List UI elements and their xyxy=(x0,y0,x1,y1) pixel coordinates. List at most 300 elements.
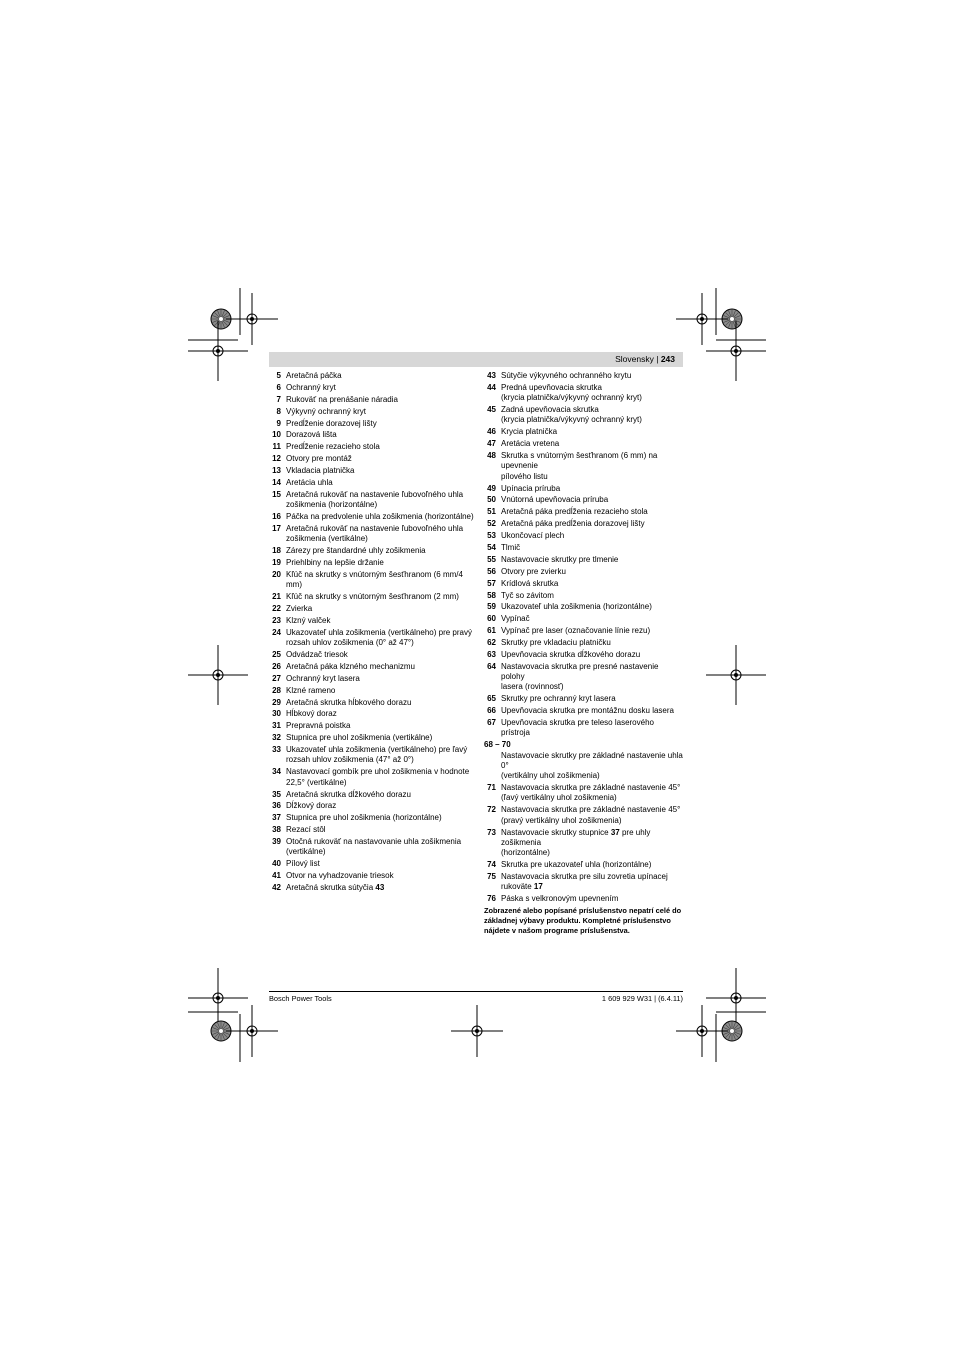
item-number: 39 xyxy=(272,837,281,847)
list-item xyxy=(484,602,684,612)
item-text: Otvory pre montáž xyxy=(286,454,352,464)
item-text: Skrutka s vnútorným šesťhranom (6 mm) na upevnenie pílového listu xyxy=(501,451,658,481)
item-number: 31 xyxy=(272,721,281,731)
list-item xyxy=(269,524,475,545)
list-item xyxy=(484,614,684,624)
list-item xyxy=(269,616,475,626)
item-number: 30 xyxy=(272,709,281,719)
item-number: 21 xyxy=(272,592,281,602)
list-item xyxy=(269,454,475,464)
item-label xyxy=(286,524,475,545)
footer-publisher: Bosch Power Tools xyxy=(269,994,332,1003)
list-item xyxy=(269,801,475,811)
item-text: Odvádzač triesok xyxy=(286,650,348,659)
item-label xyxy=(286,546,475,556)
item-label xyxy=(501,706,684,716)
item-label xyxy=(501,718,684,739)
item-text: Aretačná páčka xyxy=(286,371,342,380)
item-label xyxy=(286,419,475,429)
item-number: 50 xyxy=(487,495,496,505)
item-text: Klzný valček xyxy=(286,615,331,625)
list-item xyxy=(484,555,684,565)
item-label xyxy=(286,512,475,522)
list-item xyxy=(484,519,684,529)
item-label xyxy=(286,478,475,488)
item-label xyxy=(286,407,475,417)
item-text: Sútyčie výkyvného ochranného krytu xyxy=(501,371,632,380)
registration-dial-center xyxy=(219,1029,223,1033)
registration-cross-dot xyxy=(216,349,220,353)
item-label xyxy=(286,466,475,476)
item-text: Vypínač pre laser (označovanie línie rezu) xyxy=(501,626,651,636)
list-item xyxy=(269,419,475,429)
list-item xyxy=(269,825,475,835)
item-number: 44 xyxy=(487,382,496,392)
item-number: 59 xyxy=(487,602,496,612)
item-number: 29 xyxy=(272,697,281,707)
item-text: Rezací stôl xyxy=(286,825,326,835)
item-text: Hĺbkový doraz xyxy=(286,709,337,719)
item-number: 35 xyxy=(272,789,281,799)
item-number: 14 xyxy=(272,478,281,488)
item-number: 64 xyxy=(487,661,496,671)
item-text: Predná upevňovacia skrutka (krycia platnička/výkyvný ochranný kryt) xyxy=(501,382,642,403)
item-number: 19 xyxy=(272,558,281,568)
item-text: Stupnica pre uhol zošikmenia (vertikálne) xyxy=(286,733,433,743)
item-text: Ochranný kryt lasera xyxy=(286,673,360,683)
item-label xyxy=(501,694,684,704)
item-number: 71 xyxy=(487,783,496,793)
item-number: 7 xyxy=(276,394,281,404)
item-label xyxy=(286,698,475,708)
list-item xyxy=(484,371,684,381)
item-label xyxy=(501,805,684,826)
registration-cross-dot xyxy=(700,317,704,321)
item-text: Otvor na vyhadzovanie triesok xyxy=(286,871,394,881)
item-label xyxy=(501,751,684,782)
list-item xyxy=(484,626,684,636)
item-text: Dĺžkový doraz xyxy=(286,801,337,811)
item-number: 32 xyxy=(272,733,281,743)
item-label xyxy=(286,790,475,800)
item-text: Otočná rukoväť na nastavovanie uhla zošikmenia (vertikálne) xyxy=(286,837,462,857)
item-reference: 17 xyxy=(533,882,543,892)
item-number: 72 xyxy=(487,805,496,815)
item-number: 75 xyxy=(487,871,496,881)
item-text: Krycia platnička xyxy=(501,427,558,437)
registration-cross-dot xyxy=(475,1029,479,1033)
item-text: Aretácia uhla xyxy=(286,478,333,488)
item-label xyxy=(501,828,684,859)
list-item xyxy=(269,733,475,743)
list-item xyxy=(484,894,684,904)
item-number: 12 xyxy=(272,454,281,464)
item-label xyxy=(286,616,475,626)
item-text: Aretačná skrutka hĺbkového dorazu xyxy=(286,697,412,707)
item-text: Upevňovacia skrutka pre teleso laserového prístroja xyxy=(501,718,654,738)
item-text: Vypínač xyxy=(501,614,530,624)
item-number: 67 xyxy=(487,718,496,728)
list-item xyxy=(484,805,684,826)
item-label xyxy=(501,894,684,904)
list-item xyxy=(269,371,475,381)
item-label xyxy=(286,871,475,881)
list-item xyxy=(484,828,684,859)
item-number: 43 xyxy=(487,371,496,380)
item-number: 40 xyxy=(272,859,281,869)
list-item xyxy=(269,698,475,708)
list-item xyxy=(484,650,684,660)
item-label xyxy=(501,484,684,494)
item-number: 49 xyxy=(487,483,496,493)
item-text: Tyč so závitom xyxy=(501,590,554,600)
item-text: Aretácia vretena xyxy=(501,439,560,449)
item-text: Vnútorná upevňovacia príruba xyxy=(501,495,609,505)
item-text: Kľúč na skrutky s vnútorným šesťhranom (6 mm/4 mm) xyxy=(286,569,463,590)
item-label xyxy=(286,628,475,649)
list-item xyxy=(269,478,475,488)
item-text: Páska s velkronovým upevnením xyxy=(501,894,619,904)
header-language: Slovensky xyxy=(615,354,654,364)
item-label xyxy=(286,837,475,858)
list-item xyxy=(484,495,684,505)
item-number: 11 xyxy=(272,442,281,452)
registration-dial-center xyxy=(730,317,734,321)
item-number: 9 xyxy=(276,418,281,428)
list-item xyxy=(269,767,475,788)
item-number: 22 xyxy=(272,604,281,614)
item-text: Upevňovacia skrutka pre montážnu dosku lasera xyxy=(501,706,674,716)
list-item xyxy=(484,531,684,541)
list-item xyxy=(269,592,475,602)
registration-cross-dot xyxy=(734,996,738,1000)
accessories-note: Zobrazené alebo popísané príslušenstvo nepatrí celé do základnej výbavy produktu. Kompletné príslušenstvo nájdete v našom programe príslušenstva. xyxy=(484,906,682,935)
list-item xyxy=(269,407,475,417)
item-text: Aretačná skrutka sútyčia xyxy=(286,883,374,893)
item-label xyxy=(286,454,475,464)
item-label xyxy=(286,674,475,684)
list-item xyxy=(269,604,475,614)
item-number: 5 xyxy=(276,371,281,380)
list-item xyxy=(269,442,475,452)
registration-cross-dot xyxy=(250,317,254,321)
registration-cross-dot xyxy=(216,673,220,677)
item-text: Vkladacia platnička xyxy=(286,466,355,476)
item-text: Nastavovacia skrutka pre základné nastavenie 45° (pravý vertikálny uhol zošikmenia) xyxy=(501,805,681,825)
item-label xyxy=(286,395,475,405)
list-item xyxy=(484,484,684,494)
registration-cross-dot xyxy=(734,349,738,353)
item-number: 74 xyxy=(487,859,496,869)
list-item xyxy=(269,883,475,893)
item-text: Aretačná rukoväť na nastavenie ľubovoľného uhla zošikmenia (horizontálne) xyxy=(286,489,464,510)
list-item xyxy=(484,718,684,739)
list-item xyxy=(484,427,684,437)
item-text-after: pre uhly zošikmenia (horizontálne) xyxy=(501,827,651,858)
parts-list-left-column xyxy=(269,371,475,895)
item-label xyxy=(286,383,475,393)
item-number: 10 xyxy=(272,430,281,440)
item-number: 76 xyxy=(487,894,496,904)
item-number: 45 xyxy=(487,405,496,415)
item-label xyxy=(286,570,475,591)
list-item xyxy=(269,395,475,405)
item-text: Klzné rameno xyxy=(286,685,336,695)
item-text: Zadná upevňovacia skrutka (krycia platnička/výkyvný ochranný kryt) xyxy=(501,405,642,425)
item-number: 23 xyxy=(272,615,281,625)
list-item xyxy=(484,405,684,426)
item-text: Skrutka pre ukazovateľ uhla (horizontálne) xyxy=(501,859,652,869)
item-text: Nastavovacie skrutky pre základné nastavenie uhla 0° (vertikálny uhol zošikmenia) xyxy=(501,750,683,781)
item-number: 16 xyxy=(272,512,281,522)
item-number: 15 xyxy=(272,489,281,499)
item-label xyxy=(501,507,684,517)
item-text: Pílový list xyxy=(286,859,320,869)
list-item xyxy=(484,567,684,577)
list-item xyxy=(269,628,475,649)
item-label xyxy=(501,860,684,870)
item-text: Krídlová skrutka xyxy=(501,578,559,588)
item-text: Aretačná skrutka dĺžkového dorazu xyxy=(286,789,411,799)
item-label xyxy=(286,733,475,743)
item-label xyxy=(286,721,475,731)
item-label xyxy=(501,638,684,648)
item-label xyxy=(286,745,475,766)
list-item xyxy=(484,694,684,704)
parts-list-right-column xyxy=(484,371,684,935)
item-label xyxy=(501,567,684,577)
item-number: 55 xyxy=(487,554,496,564)
item-number: 73 xyxy=(487,827,496,837)
item-number: 68 – 70 xyxy=(484,740,511,750)
list-item xyxy=(484,860,684,870)
footer-rule xyxy=(269,991,683,992)
item-number: 36 xyxy=(272,801,281,811)
item-reference: 37 xyxy=(610,827,620,837)
item-label xyxy=(286,767,475,788)
list-item xyxy=(269,662,475,672)
item-number: 51 xyxy=(487,507,496,517)
list-item xyxy=(484,439,684,449)
item-number: 46 xyxy=(487,427,496,437)
list-item xyxy=(269,490,475,511)
item-number: 38 xyxy=(272,825,281,835)
item-number: 52 xyxy=(487,519,496,529)
item-label xyxy=(501,614,684,624)
list-item xyxy=(484,543,684,553)
item-text: Predĺženie rezacieho stola xyxy=(286,442,380,452)
item-text: Ukazovateľ uhla zošikmenia (vertikálneho) pre ľavý rozsah uhlov zošikmenia (47° až 0°) xyxy=(286,745,468,765)
item-number: 65 xyxy=(487,694,496,704)
list-item xyxy=(269,650,475,660)
registration-cross-dot xyxy=(700,1029,704,1033)
item-text: Zárezy pre štandardné uhly zošikmenia xyxy=(286,546,426,556)
item-label xyxy=(286,650,475,660)
list-item xyxy=(269,871,475,881)
registration-cross-dot xyxy=(734,673,738,677)
item-number: 34 xyxy=(272,767,281,777)
item-label xyxy=(286,813,475,823)
item-text: Priehlbiny na lepšie držanie xyxy=(286,558,384,568)
item-label xyxy=(286,686,475,696)
item-number: 28 xyxy=(272,685,281,695)
list-item xyxy=(269,674,475,684)
list-item xyxy=(484,706,684,716)
item-text: Skrutky pre ochranný kryt lasera xyxy=(501,694,616,704)
item-label xyxy=(501,439,684,449)
item-number: 56 xyxy=(487,566,496,576)
item-number: 54 xyxy=(487,542,496,552)
item-number: 66 xyxy=(487,706,496,716)
list-item xyxy=(269,512,475,522)
list-item xyxy=(484,783,684,804)
list-item xyxy=(269,709,475,719)
item-label xyxy=(501,405,684,426)
item-text: Predĺženie dorazovej lišty xyxy=(286,418,377,428)
item-label xyxy=(286,859,475,869)
item-label xyxy=(501,662,684,693)
page-number: 243 xyxy=(660,354,675,364)
list-item xyxy=(484,579,684,589)
item-text: Otvory pre zvierku xyxy=(501,566,566,576)
item-number: 37 xyxy=(272,813,281,823)
item-label xyxy=(501,451,684,482)
item-label xyxy=(286,662,475,672)
item-label xyxy=(501,519,684,529)
item-label xyxy=(286,490,475,511)
item-text: Dorazová lišta xyxy=(286,430,337,440)
item-label xyxy=(286,592,475,602)
item-text: Aretačná rukoväť na nastavenie ľubovoľného uhla zošikmenia (vertikálne) xyxy=(286,523,464,544)
item-number: 63 xyxy=(487,650,496,659)
item-text: Nastavovacia skrutka pre presné nastavenie polohy lasera (rovinnosť) xyxy=(501,661,659,692)
item-number: 27 xyxy=(272,673,281,683)
item-text: Ukazovateľ uhla zošikmenia (vertikálneho) pre pravý rozsah uhlov zošikmenia (0° až 47°) xyxy=(286,627,472,648)
list-item xyxy=(484,591,684,601)
item-text: Páčka na predvolenie uhla zošikmenia (horizontálne) xyxy=(286,512,474,522)
list-item xyxy=(484,638,684,648)
item-label xyxy=(501,783,684,804)
item-label xyxy=(286,604,475,614)
list-item xyxy=(269,837,475,858)
item-text: Nastavovacia skrutka pre silu zovretia upínacej rukoväte xyxy=(501,871,668,892)
item-number: 47 xyxy=(487,439,496,449)
item-number: 6 xyxy=(276,382,281,392)
registration-dial-center xyxy=(730,1029,734,1033)
item-number: 53 xyxy=(487,531,496,541)
item-number: 26 xyxy=(272,661,281,671)
item-label xyxy=(501,602,684,612)
list-item xyxy=(269,790,475,800)
item-label xyxy=(501,427,684,437)
item-label xyxy=(286,430,475,440)
list-item xyxy=(269,721,475,731)
item-number: 13 xyxy=(272,466,281,476)
list-item xyxy=(269,430,475,440)
item-text: Nastavovací gombík pre uhol zošikmenia v hodnote 22,5° (vertikálne) xyxy=(286,767,470,787)
item-label xyxy=(286,371,475,381)
item-text: Nastavovacia skrutka pre základné nastavenie 45° (ľavý vertikálny uhol zošikmenia) xyxy=(501,783,681,803)
item-label xyxy=(286,801,475,811)
item-text: Ukončovací plech xyxy=(501,531,565,541)
item-number: 62 xyxy=(487,638,496,648)
item-text: Kľúč na skrutky s vnútorným šesťhranom (2 mm) xyxy=(286,592,459,602)
item-number: 33 xyxy=(272,745,281,755)
footer-doc-id: 1 609 929 W31 | (6.4.11) xyxy=(601,994,683,1003)
list-item xyxy=(269,745,475,766)
item-text: Aretačná páka predĺženia dorazovej lišty xyxy=(501,519,645,529)
item-label xyxy=(501,531,684,541)
item-label xyxy=(501,371,684,381)
item-number: 48 xyxy=(487,451,496,461)
registration-cross-dot xyxy=(250,1029,254,1033)
item-label xyxy=(501,626,684,636)
list-item xyxy=(269,570,475,591)
item-number: 61 xyxy=(487,626,496,636)
list-item xyxy=(484,383,684,404)
list-item xyxy=(484,740,684,781)
item-label xyxy=(501,591,684,601)
list-item xyxy=(484,662,684,693)
item-label xyxy=(501,650,684,660)
item-number: 42 xyxy=(272,883,281,893)
item-text: Aretačná páka klzného mechanizmu xyxy=(286,661,415,671)
list-item xyxy=(484,872,684,893)
item-text: Rukoväť na prenášanie náradia xyxy=(286,394,398,404)
list-item xyxy=(269,558,475,568)
list-item xyxy=(269,383,475,393)
list-item xyxy=(269,859,475,869)
item-number: 17 xyxy=(272,523,281,533)
item-text: Upevňovacia skrutka dĺžkového dorazu xyxy=(501,650,641,659)
list-item xyxy=(269,813,475,823)
item-label xyxy=(286,558,475,568)
item-number: 25 xyxy=(272,650,281,659)
item-label xyxy=(501,495,684,505)
item-text: Aretačná páka predĺženia rezacieho stola xyxy=(501,507,648,517)
list-item xyxy=(484,507,684,517)
item-text: Prepravná poistka xyxy=(286,721,351,731)
item-number: 57 xyxy=(487,578,496,588)
item-number: 41 xyxy=(272,871,281,881)
item-text: Ochranný kryt xyxy=(286,382,336,392)
list-item xyxy=(484,451,684,482)
item-number: 58 xyxy=(487,590,496,600)
list-item xyxy=(269,466,475,476)
item-text: Nastavovacie skrutky pre tlmenie xyxy=(501,554,619,564)
item-number: 24 xyxy=(272,627,281,637)
list-item xyxy=(269,546,475,556)
header-text: Slovensky | 243 xyxy=(615,354,675,364)
item-text: Skrutky pre vkladaciu platničku xyxy=(501,638,611,648)
page-header xyxy=(269,352,683,367)
item-text: Tlmič xyxy=(501,542,521,552)
item-text: Výkyvný ochranný kryt xyxy=(286,406,367,416)
item-label xyxy=(501,579,684,589)
item-text: Stupnica pre uhol zošikmenia (horizontálne) xyxy=(286,813,442,823)
item-label xyxy=(286,709,475,719)
item-text: Upínacia príruba xyxy=(501,483,561,493)
item-text: Zvierka xyxy=(286,604,313,614)
item-label xyxy=(286,883,475,893)
item-label xyxy=(501,383,684,404)
item-number: 60 xyxy=(487,614,496,624)
item-text: Ukazovateľ uhla zošikmenia (horizontálne) xyxy=(501,602,652,612)
list-item xyxy=(269,686,475,696)
item-label xyxy=(501,872,684,893)
item-reference: 43 xyxy=(375,883,385,893)
item-label xyxy=(501,543,684,553)
